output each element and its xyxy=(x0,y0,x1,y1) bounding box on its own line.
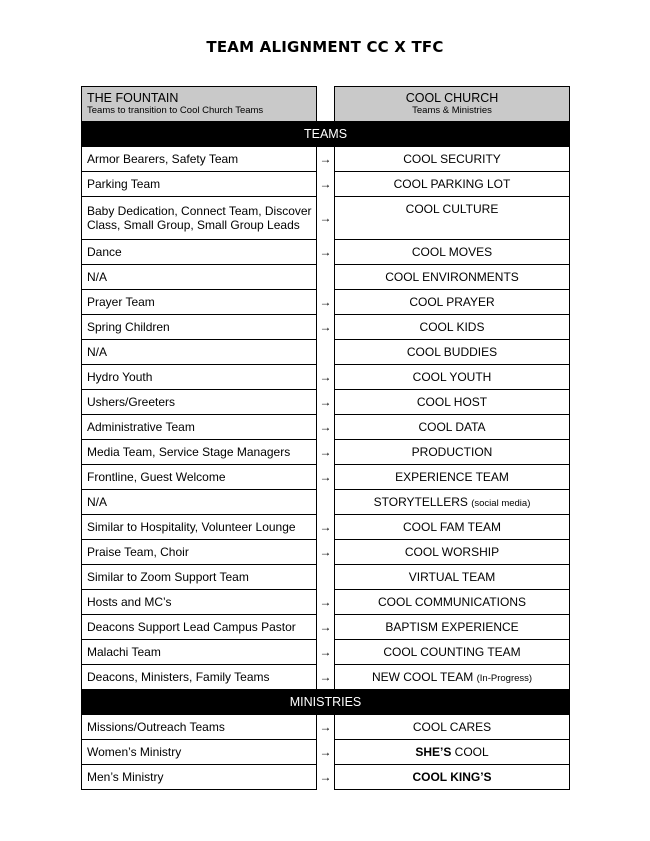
fountain-team-cell: Missions/Outreach Teams xyxy=(82,715,317,740)
section-label: TEAMS xyxy=(82,122,570,147)
cool-church-team-cell xyxy=(335,240,570,265)
team-name-bold: COOL KING’S xyxy=(412,770,492,784)
arrow-right-icon: → xyxy=(319,669,332,684)
header-cool-church xyxy=(335,87,570,122)
fountain-team-cell: Praise Team, Choir xyxy=(82,540,317,565)
arrow-right-icon: → xyxy=(319,245,332,259)
table-row xyxy=(82,490,570,515)
table-row xyxy=(82,147,570,172)
team-name: COOL ENVIRONMENTS xyxy=(385,270,519,284)
cool-church-team-cell xyxy=(335,290,570,315)
team-name: COOL CARES xyxy=(412,720,492,734)
table-row xyxy=(82,240,570,265)
arrow-right-icon xyxy=(317,565,335,590)
arrow-right-icon: → xyxy=(319,620,332,634)
table-row xyxy=(82,315,570,340)
team-name: COOL WORSHIP xyxy=(404,545,500,559)
arrow-right-icon: → xyxy=(319,320,332,334)
cool-church-team-cell xyxy=(335,665,570,690)
cool-church-team-cell xyxy=(335,640,570,665)
team-note: (In-Progress) xyxy=(476,673,533,684)
team-name: COOL MOVES xyxy=(411,245,493,259)
header-fountain-subtitle: Teams to transition to Cool Church Teams xyxy=(87,105,264,116)
section-label: MINISTRIES xyxy=(82,690,570,715)
team-name: COOL DATA xyxy=(418,420,486,434)
team-name: COOL FAM TEAM xyxy=(402,520,501,534)
fountain-team-cell: Spring Children xyxy=(82,315,317,340)
table-row xyxy=(82,665,570,690)
table-row xyxy=(82,365,570,390)
cool-church-team-cell xyxy=(335,197,570,240)
fountain-team-cell: Armor Bearers, Safety Team xyxy=(82,147,317,172)
table-row xyxy=(82,565,570,590)
fountain-team-cell: Hydro Youth xyxy=(82,365,317,390)
fountain-team-cell: Media Team, Service Stage Managers xyxy=(82,440,317,465)
arrow-right-icon: → xyxy=(319,745,332,759)
alignment-table xyxy=(81,86,570,790)
page-title: TEAM ALIGNMENT CC X TFC xyxy=(206,38,444,56)
header-cool-church-title: COOL CHURCH xyxy=(405,91,499,105)
team-name: COOL BUDDIES xyxy=(406,345,498,359)
header-cool-church-subtitle: Teams & Ministries xyxy=(412,105,492,116)
table-row xyxy=(82,515,570,540)
fountain-team-cell: N/A xyxy=(82,265,317,290)
table-row xyxy=(82,590,570,615)
cool-church-team-cell xyxy=(335,415,570,440)
cool-church-team-cell xyxy=(335,590,570,615)
team-name: STORYTELLERS xyxy=(373,495,468,509)
arrow-right-icon xyxy=(317,490,335,515)
arrow-right-icon: → xyxy=(319,520,332,534)
team-note: (social media) xyxy=(471,498,531,509)
header-fountain xyxy=(82,87,317,122)
arrow-right-icon: → xyxy=(319,645,332,659)
team-name: EXPERIENCE TEAM xyxy=(395,470,509,484)
fountain-team-cell: Similar to Zoom Support Team xyxy=(82,565,317,590)
arrow-right-icon: → xyxy=(319,770,332,784)
arrow-right-icon: → xyxy=(319,295,332,309)
arrow-right-icon: → xyxy=(319,420,332,434)
team-name: COOL SECURITY xyxy=(403,152,501,166)
table-row xyxy=(82,340,570,365)
cool-church-team-cell xyxy=(335,765,570,790)
team-name-bold: SHE’S xyxy=(415,745,452,759)
header-fountain-title: THE FOUNTAIN xyxy=(87,91,179,105)
team-name: COOL KIDS xyxy=(419,320,485,334)
team-name: COOL HOST xyxy=(416,395,488,409)
fountain-team-cell: Baby Dedication, Connect Team, Discover Class, Small Group, Small Group Leads xyxy=(82,197,317,240)
table-row xyxy=(82,740,570,765)
cool-church-team-cell xyxy=(335,490,570,515)
team-name: COOL CULTURE xyxy=(405,202,499,216)
fountain-team-cell: Prayer Team xyxy=(82,290,317,315)
fountain-team-cell: Dance xyxy=(82,240,317,265)
fountain-team-cell: Parking Team xyxy=(82,172,317,197)
team-name: COOL COMMUNICATIONS xyxy=(377,595,526,609)
cool-church-team-cell xyxy=(335,265,570,290)
team-name: COOL PARKING LOT xyxy=(393,177,511,191)
arrow-right-icon: → xyxy=(319,177,332,191)
cool-church-team-cell xyxy=(335,365,570,390)
cool-church-team-cell xyxy=(335,340,570,365)
table-row xyxy=(82,390,570,415)
arrow-right-icon: → xyxy=(319,720,332,735)
fountain-team-cell: Deacons, Ministers, Family Teams xyxy=(82,665,317,690)
table-row xyxy=(82,715,570,740)
cool-church-team-cell xyxy=(335,540,570,565)
table-row xyxy=(82,290,570,315)
cool-church-team-cell xyxy=(335,615,570,640)
cool-church-team-cell xyxy=(335,315,570,340)
table-row xyxy=(82,465,570,490)
table-row xyxy=(82,615,570,640)
fountain-team-cell: N/A xyxy=(82,490,317,515)
arrow-right-icon: → xyxy=(319,545,332,559)
team-name: PRODUCTION xyxy=(411,445,493,459)
fountain-team-cell: Women’s Ministry xyxy=(82,740,317,765)
arrow-right-icon: → xyxy=(319,395,332,409)
cool-church-team-cell xyxy=(335,565,570,590)
cool-church-team-cell xyxy=(335,515,570,540)
fountain-team-cell: Ushers/Greeters xyxy=(82,390,317,415)
cool-church-team-cell xyxy=(335,390,570,415)
fountain-team-cell: Men’s Ministry xyxy=(82,765,317,790)
fountain-team-cell: Hosts and MC’s xyxy=(82,590,317,615)
table-row xyxy=(82,640,570,665)
table-row xyxy=(82,197,570,240)
cool-church-team-cell xyxy=(335,147,570,172)
team-name: BAPTISM EXPERIENCE xyxy=(385,620,519,634)
fountain-team-cell: Malachi Team xyxy=(82,640,317,665)
fountain-team-cell: N/A xyxy=(82,340,317,365)
fountain-team-cell: Deacons Support Lead Campus Pastor xyxy=(82,615,317,640)
cool-church-team-cell xyxy=(335,715,570,740)
arrow-right-icon: → xyxy=(319,370,332,384)
table-row xyxy=(82,440,570,465)
arrow-right-icon: → xyxy=(319,595,332,609)
team-name: COOL YOUTH xyxy=(412,370,492,384)
table-row xyxy=(82,172,570,197)
table-row xyxy=(82,540,570,565)
arrow-right-icon xyxy=(317,265,335,290)
fountain-team-cell: Similar to Hospitality, Volunteer Lounge xyxy=(82,515,317,540)
team-name: COOL COUNTING TEAM xyxy=(383,645,521,659)
cool-church-team-cell xyxy=(335,440,570,465)
fountain-team-cell: Administrative Team xyxy=(82,415,317,440)
arrow-right-icon xyxy=(317,340,335,365)
cool-church-team-cell xyxy=(335,172,570,197)
arrow-right-icon: → xyxy=(319,152,332,167)
table-header-row xyxy=(82,87,570,122)
team-name: VIRTUAL TEAM xyxy=(408,570,496,584)
arrow-right-icon: → xyxy=(319,470,332,484)
cool-church-team-cell xyxy=(335,465,570,490)
table-row xyxy=(82,765,570,790)
section-header-teams xyxy=(82,122,570,147)
cool-church-team-cell xyxy=(335,740,570,765)
fountain-team-cell: Frontline, Guest Welcome xyxy=(82,465,317,490)
arrow-right-icon: → xyxy=(319,211,332,225)
section-header-ministries xyxy=(82,690,570,715)
arrow-right-icon: → xyxy=(319,445,332,459)
team-name: NEW COOL TEAM xyxy=(371,670,474,684)
team-name: COOL PRAYER xyxy=(409,295,495,309)
table-row xyxy=(82,415,570,440)
table-row xyxy=(82,265,570,290)
team-name: COOL xyxy=(454,745,489,759)
